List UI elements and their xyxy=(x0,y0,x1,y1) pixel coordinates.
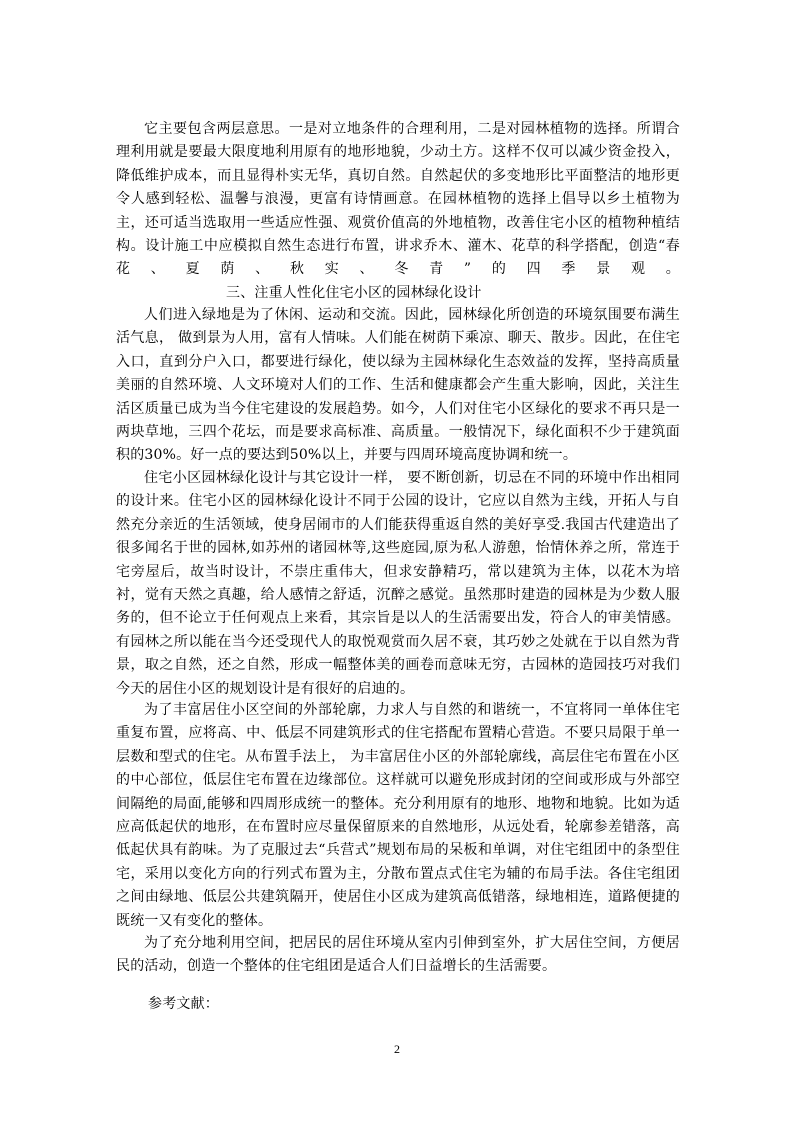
paragraph-2: 人们进入绿地是为了休闲、运动和交流。因此，园林绿化所创造的环境氛围要布满生活气息， 做到景为人用，富有人情味。人们能在树荫下乘凉、聊天、散步。因此，在住宅入口，直到分户入口，都要进行绿化，使以绿为主园林绿化生态效益的发挥，坚持高质量美丽的自然环境、人文环境对人们的工作、生活和健康都会产生重大影响，因此，关注生活区质量已成为当今住宅建设的发展趋势。如今，人们对住宅小区绿化的要求不再只是一两块草地，三四个花坛，而是要求高标准、高质量。一般情况下，绿化面积不少于建筑面积的30%。好一点的要达到50%以上，并要与四周环境高度协调和统一。 xyxy=(116,307,680,464)
body-section-5 xyxy=(116,932,680,979)
paragraph-1 xyxy=(116,118,680,305)
body-section-3 xyxy=(116,467,680,701)
paragraph-5: 为了充分地利用空间，把居民的居住环境从室内引伸到室外，扩大居住空间，方便居民的活动，创造一个整体的住宅组团是适合人们日益增长的生活需要。 xyxy=(116,935,680,975)
paragraph-4: 为了丰富居住小区空间的外部轮廓，力求人与自然的和谐统一，不宜将同一单体住宅重复布置，应将高、中、低层不同建筑形式的住宅搭配布置精心营造。不要只局限于单一层数和型式的住宅。从布置手法上， 为丰富居住小区的外部轮廓线，高层住宅布置在小区的中心部位，低层住宅布置在边缘部位。这样就可以避免形成封闭的空间或形成与外部空间隔绝的局面,能够和四周形成统一的整体。充分利用原有的地形、地物和地貌。比如为适应高低起伏的地形，在布置时应尽量保留原来的自然地形，从远处看，轮廓参差错落，高低起伏具有韵味。为了克服过去“兵营式”规划布局的呆板和单调，对住宅组团中的条型住宅，采用以变化方向的行列式布置为主，分散布置点式住宅为辅的布局手法。各住宅组团之间由绿地、低层公共建筑隔开，使居住小区成为建筑高低错落，绿地相连，道路便捷的既统一又有变化的整体。 xyxy=(116,702,680,929)
body-section-1 xyxy=(116,118,680,305)
section-heading: 三、注重人性化住宅小区的园林绿化设计 xyxy=(226,284,482,301)
body-section-4 xyxy=(116,699,680,933)
paragraph-1-text: 它主要包含两层意思。一是对立地条件的合理利用，二是对园林植物的选择。所谓合理利用就是要最大限度地利用原有的地形地貌，少动土方。这样不仅可以减少资金投入，降低维护成本，而且显得朴实无华，真切自然。自然起伏的多变地形比平面整洁的地形更令人感到轻松、温馨与浪漫，更富有诗情画意。在园林植物的选择上倡导以乡土植物为主，还可适当选取用一些适应性强、观赏价值高的外地植物，改善住宅小区的植物种植结构。设计施工中应模拟自然生态进行布置，讲求乔木、灌木、花草的科学搭配，创造“春花、夏荫、秋实、冬青”的四季景观。 xyxy=(116,121,680,278)
body-section-2 xyxy=(116,304,680,468)
page-number: 2 xyxy=(394,1042,400,1056)
references-label: 参考文献： xyxy=(148,996,219,1012)
paragraph-3: 住宅小区园林绿化设计与其它设计一样， 要不断创新，切忌在不同的环境中作出相同的设计来。住宅小区的园林绿化设计不同于公园的设计，它应以自然为主线，开拓人与自然充分亲近的生活领域，使身居闹市的人们能获得重返自然的美好享受.我国古代建造出了很多闻名于世的园林,如苏州的诸园林等,这些庭园,原为私人游憩，怡情休养之所，常连于宅旁屋后，故当时设计，不崇庄重伟大，但求安静精巧，常以建筑为主体，以花木为培衬，觉有天然之真趣，给人感情之舒适，沉醉之感觉。虽然那时建造的园林是为少数人服务的，但不论立于任何观点上来看，其宗旨是以人的生活需要出发，符合人的审美情感。有园林之所以能在当今还受现代人的取悦观赏而久居不衰，其巧妙之处就在于以自然为背景，取之自然，还之自然，形成一幅整体美的画卷而意味无穷，古园林的造园技巧对我们今天的居住小区的规划设计是有很好的启迪的。 xyxy=(116,470,680,697)
